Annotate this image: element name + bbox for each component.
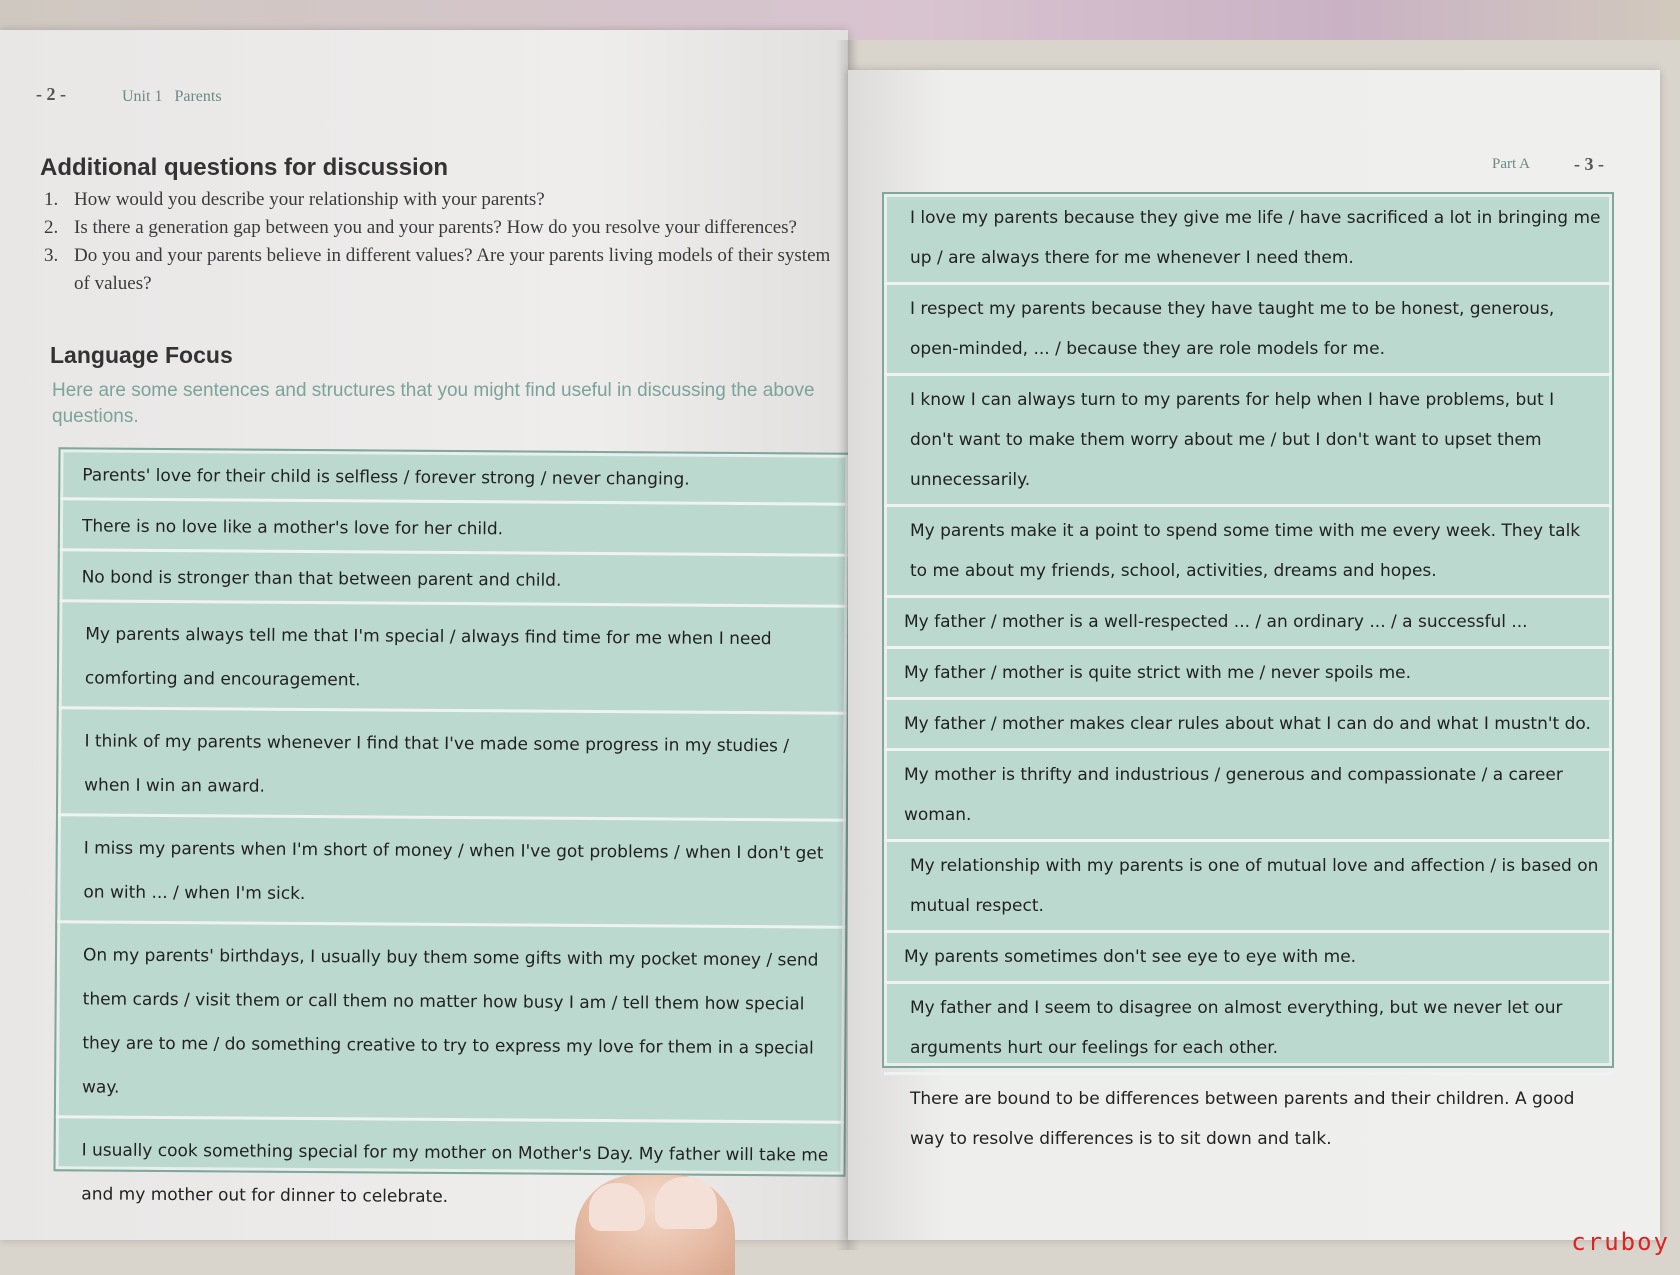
left-page bbox=[0, 30, 848, 1240]
language-focus-heading: Language Focus bbox=[50, 342, 233, 368]
right-page bbox=[848, 70, 1660, 1240]
sentence-row: Parents' love for their child is selfless / forever strong / never changing. bbox=[60, 449, 848, 506]
fingernail bbox=[589, 1183, 645, 1231]
page-number: - 2 - bbox=[36, 84, 66, 104]
sentence-box-left bbox=[53, 447, 850, 1207]
page-number: - 3 - bbox=[1574, 154, 1604, 174]
watermark: cruboy bbox=[1571, 1228, 1670, 1256]
running-head: Unit 1 Parents bbox=[122, 88, 222, 105]
sentence-row: I love my parents because they give me life / have sacrificed a lot in bringing me up / are always there for me whenever I need them. bbox=[884, 194, 1612, 285]
sentence-row: My father / mother is quite strict with me / never spoils me. bbox=[884, 649, 1612, 700]
sentence-row: My mother is thrifty and industrious / generous and compassionate / a career woman. bbox=[884, 751, 1612, 842]
discussion-heading: Additional questions for discussion bbox=[40, 154, 449, 181]
sentence-row: My parents sometimes don't see eye to eye with me. bbox=[884, 933, 1612, 984]
sentence-row: No bond is stronger than that between parent and child. bbox=[59, 551, 847, 608]
sentence-row: My parents make it a point to spend some time with me every week. They talk to me about my friends, school, activities, dreams and hopes. bbox=[884, 507, 1612, 598]
sentence-row: I respect my parents because they have taught me to be honest, generous, open-minded, ... / because they are role models for me. bbox=[884, 285, 1612, 376]
sentence-box-right bbox=[882, 192, 1614, 1149]
sentence-row: My relationship with my parents is one of mutual love and affection / is based on mutual respect. bbox=[884, 842, 1612, 933]
question-item: 3. Do you and your parents believe in different values? Are your parents living models of their system of values? bbox=[44, 245, 831, 294]
sentence-row: There are bound to be differences between parents and their children. A good way to resolve differences is to sit down and talk. bbox=[910, 1089, 1575, 1149]
running-head: Part A bbox=[1492, 156, 1530, 172]
question-item: 1. How would you describe your relationship with your parents? bbox=[44, 189, 545, 210]
language-focus-intro: Here are some sentences and structures that you might find useful in discussing the above questions. bbox=[52, 380, 815, 427]
sentence-row: I know I can always turn to my parents for help when I have problems, but I don't want to make them worry about me / but I don't want to upset them unnecessarily. bbox=[884, 376, 1612, 507]
sentence-row: My father / mother makes clear rules about what I can do and what I mustn't do. bbox=[884, 700, 1612, 751]
question-item: 2. Is there a generation gap between you and your parents? How do you resolve your differences? bbox=[44, 217, 797, 238]
sentence-row: My father and I seem to disagree on almost everything, but we never let our arguments hurt our feelings for each other. bbox=[884, 984, 1612, 1075]
sentence-row: I think of my parents whenever I find that I've made some progress in my studies / when I win an award. bbox=[58, 709, 847, 821]
fingernail bbox=[655, 1177, 717, 1229]
sentence-row: I usually cook something special for my mother on Mother's Day. My father will take me and my mother out for dinner to celebrate. bbox=[81, 1140, 829, 1207]
finger bbox=[575, 1175, 735, 1275]
discussion-questions bbox=[44, 186, 844, 298]
sentence-row: There is no love like a mother's love for her child. bbox=[60, 500, 848, 556]
sentence-row: My parents always tell me that I'm special / always find time for me when I need comforting and encouragement. bbox=[59, 602, 848, 714]
sentence-row: My father / mother is a well-respected ... / an ordinary ... / a successful ... bbox=[884, 598, 1612, 649]
sentence-row: On my parents' birthdays, I usually buy them some gifts with my pocket money / send them cards / visit them or call them no matter how busy I am / tell them how special they are to me / do something creative to try to express my love for them in a special way. bbox=[56, 923, 845, 1123]
sentence-row: I miss my parents when I'm short of money / when I've got problems / when I don't get on with ... / when I'm sick. bbox=[57, 816, 846, 928]
